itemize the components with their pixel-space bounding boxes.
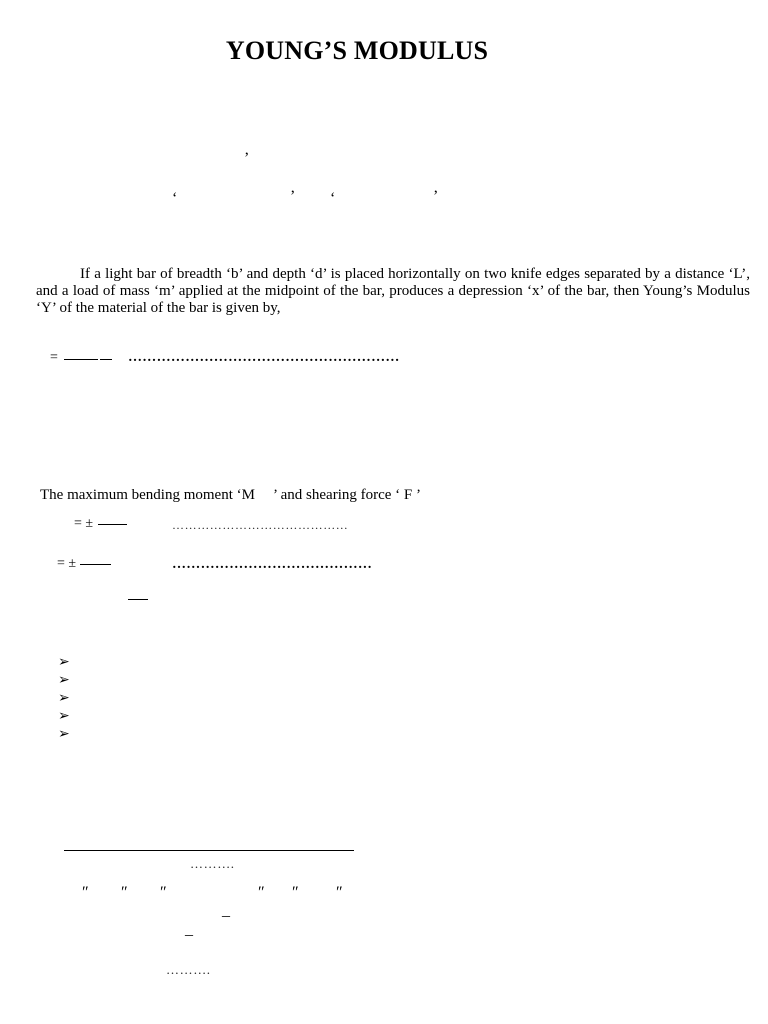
equation-1-fraction-bar-small: [100, 359, 112, 360]
page-title: YOUNG’S MODULUS: [225, 36, 489, 65]
equation-3-fraction-bar: [80, 564, 111, 565]
dots-row-2: ……….: [166, 962, 211, 977]
stray-close-quote-1: ’: [290, 188, 296, 205]
dots-row-1: ……….: [190, 856, 235, 871]
ditto-mark-6: ″: [336, 884, 343, 901]
ditto-mark-4: ″: [258, 884, 265, 901]
stray-underscore-2: _: [185, 921, 193, 938]
equation-2-fraction-bar: [98, 524, 127, 525]
bullet-list: [58, 654, 70, 744]
equation-2-lhs: = ±: [74, 516, 94, 531]
ditto-mark-5: ″: [292, 884, 299, 901]
stray-apostrophe: ’: [244, 150, 250, 167]
equation-3-lhs: = ±: [57, 556, 77, 571]
equation-1-dots: …………………………………………………: [128, 350, 400, 365]
list-item: ➢: [58, 727, 70, 742]
equation-1-fraction-bar: [64, 359, 98, 360]
stray-open-quote-2: ‘: [330, 190, 336, 207]
stray-open-quote-1: ‘: [172, 190, 178, 207]
bending-sentence-part1: The maximum bending moment ‘M: [40, 487, 255, 503]
equation-2-dots: ……………………………………: [172, 518, 349, 532]
list-item: ➢: [58, 709, 70, 724]
bending-sentence-part2: ’ and shearing force ‘ F ’: [273, 487, 421, 503]
stray-underscore-1: _: [222, 902, 230, 919]
intro-paragraph: If a light bar of breadth ‘b’ and depth ‘d’ is placed horizontally on two knife edges separated by a distance ‘L’, and a load of mass ‘m’ applied at the midpoint of the bar, produces a depression ‘x’ of the bar, then Young’s Modulus ‘Y’ of the material of the bar is given by,: [36, 266, 750, 316]
stray-close-quote-2: ’: [433, 188, 439, 205]
list-item: ➢: [58, 691, 70, 706]
list-item: ➢: [58, 673, 70, 688]
equation-3-dots: ……………………………………: [172, 557, 373, 572]
ditto-mark-3: ″: [160, 884, 167, 901]
ditto-mark-1: ″: [82, 884, 89, 901]
ditto-mark-2: ″: [121, 884, 128, 901]
list-item: ➢: [58, 655, 70, 670]
stray-fraction-bar: [128, 599, 148, 600]
table-rule: [64, 850, 354, 851]
equation-1-lhs: =: [50, 350, 58, 365]
